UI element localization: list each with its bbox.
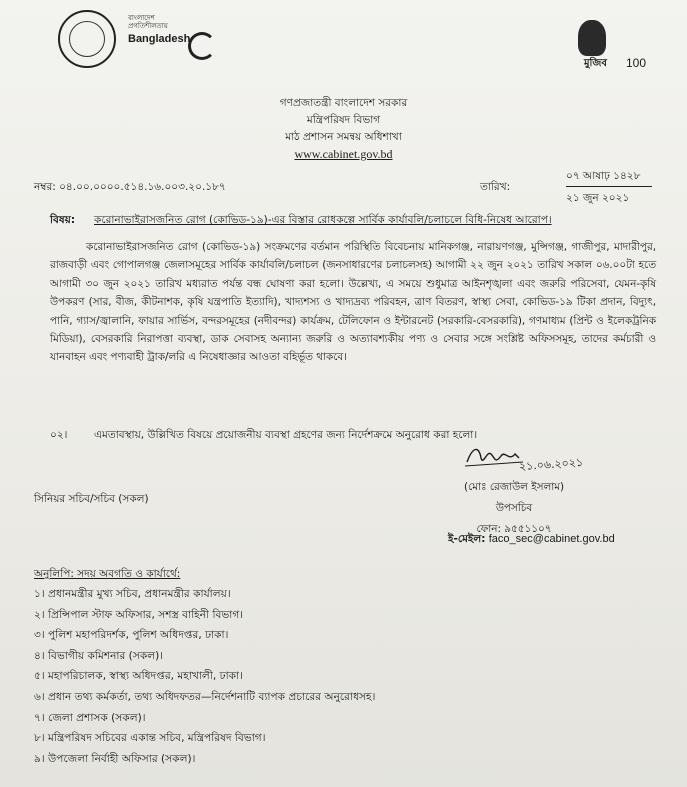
cc-item: ১। প্রধানমন্ত্রীর মুখ্য সচিব, প্রধানমন্ত্রীর কার্যালয়। bbox=[34, 588, 231, 600]
mujib-word: মুজিব bbox=[584, 58, 607, 69]
government-emblem-logo bbox=[58, 10, 116, 68]
memo-number: নম্বর: ০৪.০০.০০০০.৫১৪.১৬.০০৩.২০.১৮৭ bbox=[34, 181, 226, 193]
paragraph-1-text: করোনাভাইরাসজনিত রোগ (কোভিড-১৯) সংক্রমণের বর্তমান পরিস্থিতি বিবেচনায় মানিকগঞ্জ, নারায়ণগঞ্জ, মুন্সিগঞ্জ, গাজীপুর, মাদারীপুর, রাজবাড়ী এবং গোপালগঞ্জ জেলাসমূহের সার্বিক কার্যাবলি/চলাচল (জনসাধারণের চলাচলসহ) আগামী ২২ জুন ২০২১ তারিখ সকাল ০৬.০০টা হতে আগামী ৩০ জুন ২০২১ তারিখ মধ্যরাত পর্যন্ত বন্ধ ঘোষণা করা হলো। উল্লেখ্য, এ সময়ে শুধুমাত্র আইনশৃঙ্খলা এবং জরুরি পরিসেবা, যেমন-কৃষি উপকরণ (সার, বীজ, কীটনাশক, কৃষি যন্ত্রপাতি ইত্যাদি), খাদ্যশস্য ও খাদ্যদ্রব্য পরিবহন, ত্রাণ বিতরণ, স্বাস্থ্য সেবা, কোভিড-১৯ টিকা প্রদান, বিদ্যুৎ, পানি, গ্যাস/জ্বালানি, ফায়ার সার্ভিস, বন্দরসমূহের (নদীবন্দর) কার্যক্রম, টেলিফোন ও ইন্টারনেট (সরকারি-বেসরকারি), গণমাধ্যম (প্রিন্ট ও ইলেকট্রনিক মিডিয়া), বেসরকারি নিরাপত্তা ব্যবস্থা, ডাক সেবাসহ অন্যান্য জরুরি ও অত্যাবশ্যকীয় পণ্য ও সেবার সঙ্গে সংশ্লিষ্ট অফিসসমূহ, তাদের কর্মচারী ও যানবাহন এবং পণ্যবাহী ট্রাক/লরি এ নিষেধাজ্ঞার আওতা বহির্ভূত থাকবে। bbox=[50, 241, 656, 364]
bd-logo-ring-icon bbox=[188, 32, 216, 60]
cc-heading: অনুলিপি: সদয় অবগতি ও কার্যার্থে: bbox=[34, 568, 181, 580]
bd-logo-word: Bangladesh bbox=[128, 33, 191, 45]
header-line-1: গণপ্রজাতন্ত্রী বাংলাদেশ সরকার bbox=[279, 97, 408, 109]
mujib-100-number: 100 bbox=[626, 56, 647, 70]
header-url: www.cabinet.gov.bd bbox=[294, 147, 393, 161]
handwritten-signature bbox=[465, 440, 585, 474]
paragraph-2-text: এমতাবস্থায়, উল্লিখিত বিষয়ে প্রয়োজনীয় ব্যবস্থা গ্রহণের জন্য নির্দেশক্রমে অনুরোধ করা হলো। bbox=[94, 429, 478, 441]
bd-logo-line-2: প্রগতিশীলতায় bbox=[128, 22, 168, 30]
date-bangla: ০৭ আষাঢ় ১৪২৮ bbox=[566, 170, 641, 182]
email-label: ই-মেইল: bbox=[448, 533, 486, 545]
cc-item: ৭। জেলা প্রশাসক (সকল)। bbox=[34, 711, 146, 724]
header-line-2: মন্ত্রিপরিষদ বিভাগ bbox=[306, 114, 381, 126]
signatory-name: (মোঃ রেজাউল ইসলাম) bbox=[463, 481, 565, 493]
cc-item: ৪। বিভাগীয় কমিশনার (সকল)। bbox=[34, 649, 164, 662]
date-label: তারিখ: bbox=[480, 181, 511, 193]
subject-label: বিষয়: bbox=[50, 214, 76, 226]
recipient: সিনিয়র সচিব/সচিব (সকল) bbox=[34, 493, 149, 505]
paragraph-2-number: ০২। bbox=[50, 429, 68, 441]
letter-header bbox=[0, 95, 687, 163]
cc-item: ৫। মহাপরিচালক, স্বাস্থ্য অধিদপ্তর, মহাখালী, ঢাকা। bbox=[34, 670, 243, 683]
bd-logo-line-1: বাংলাদেশ bbox=[128, 14, 155, 22]
signatory-email-line bbox=[448, 531, 615, 548]
email-address: faco_sec@cabinet.gov.bd bbox=[488, 533, 615, 545]
portrait-icon bbox=[578, 20, 606, 56]
header-line-3: মাঠ প্রশাসন সমন্বয় অধিশাখা bbox=[285, 131, 402, 143]
subject-text: করোনাভাইরাসজনিত রোগ (কোভিড-১৯)-এর বিস্তার রোধকল্পে সার্বিক কার্যাবলি/চলাচলে বিধি-নিষেধ আরোপ। bbox=[94, 214, 552, 226]
bangladesh-logo bbox=[128, 14, 224, 70]
mujib-100-logo bbox=[568, 20, 652, 72]
cc-item: ৮। মন্ত্রিপরিষদ সচিবের একান্ত সচিব, মন্ত্রিপরিষদ বিভাগ। bbox=[34, 732, 266, 745]
cc-item: ৯। উপজেলা নির্বাহী অফিসার (সকল)। bbox=[34, 752, 196, 765]
cc-item: ২। প্রিন্সিপাল স্টাফ অফিসার, সশস্ত্র বাহিনী বিভাগ। bbox=[34, 608, 244, 621]
signatory-designation: উপসচিব bbox=[495, 502, 533, 514]
signature-date: ২১.০৬.২০২১ bbox=[518, 455, 584, 474]
signatory-phone: ফোন: ৯৫৫১১০৭ bbox=[476, 523, 552, 535]
cc-item: ৩। পুলিশ মহাপরিদর্শক, পুলিশ অধিদপ্তর, ঢাকা। bbox=[34, 629, 229, 642]
emblem-center bbox=[69, 21, 105, 57]
date-english: ২১ জুন ২০২১ bbox=[566, 192, 630, 204]
body-paragraph-1 bbox=[50, 238, 656, 367]
cc-list bbox=[34, 584, 375, 769]
date-divider bbox=[566, 186, 652, 187]
cc-item: ৬। প্রধান তথ্য কর্মকর্তা, তথ্য অধিদফতর—নির্দেশনাটি ব্যাপক প্রচারের অনুরোধসহ। bbox=[34, 690, 376, 703]
